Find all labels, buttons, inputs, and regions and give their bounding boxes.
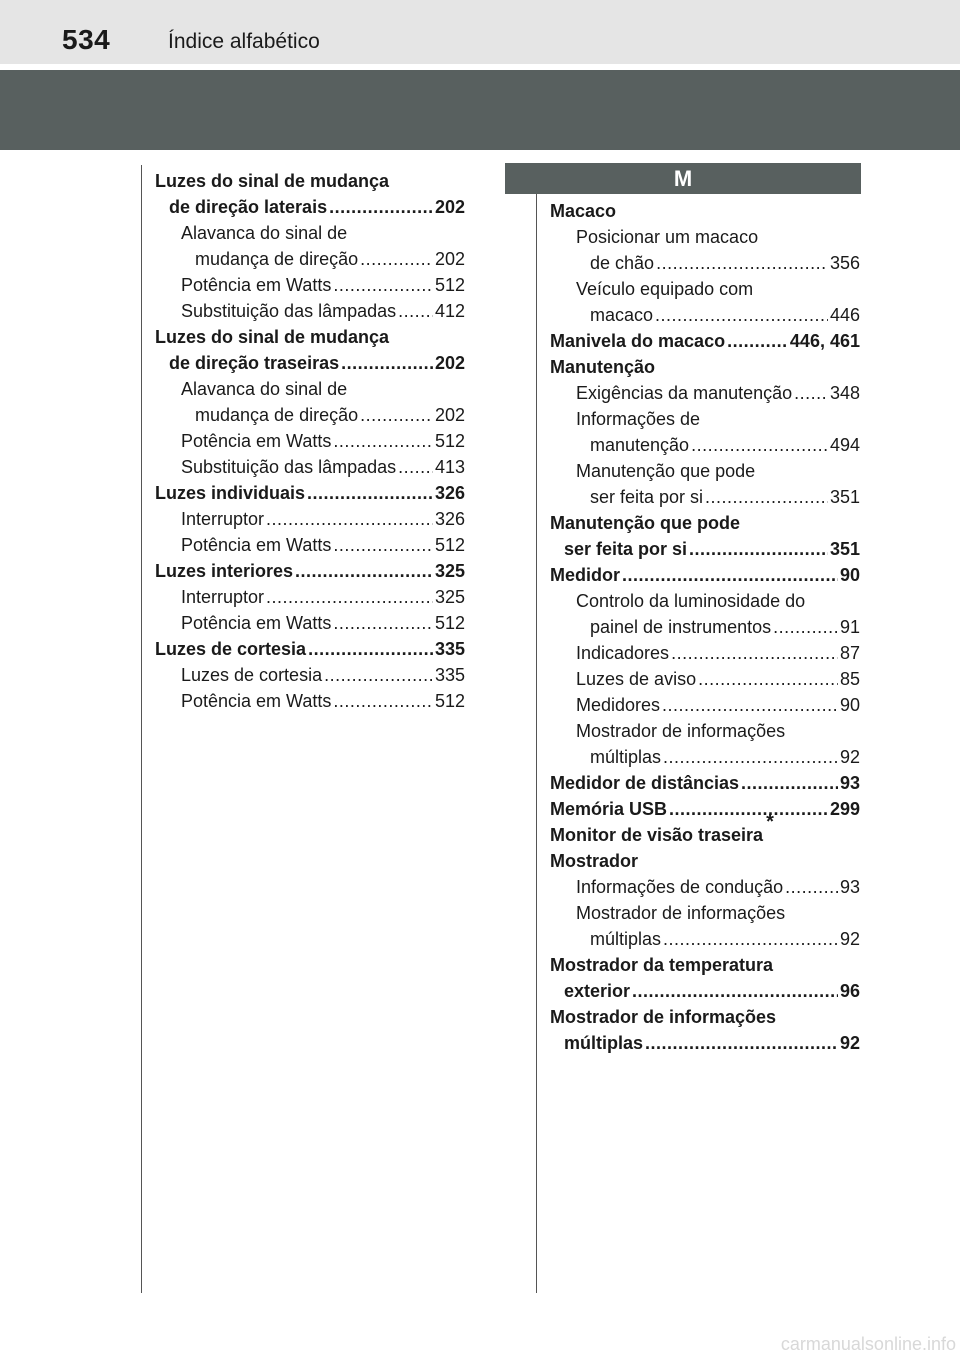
index-entry [550,354,860,380]
index-entry [155,298,465,324]
index-entry [550,588,860,614]
index-entry [550,302,860,328]
dot-leader [785,874,838,900]
entry-text: exterior [564,981,631,1001]
column-divider-left [141,165,142,1293]
entry-text: Luzes do sinal de mudança [155,327,390,347]
entry-text: Potência em Watts [181,535,332,555]
dot-leader [671,640,838,666]
entry-text: Luzes interiores [155,561,294,581]
index-entry [550,874,860,900]
index-entry [550,811,860,848]
entry-page: 412 [434,301,465,321]
index-entry [550,458,860,484]
entry-text: múltiplas [564,1033,644,1053]
index-entry [550,224,860,250]
entry-text: Memória USB [550,799,668,819]
index-entry [550,614,860,640]
entry-text: Potência em Watts [181,691,332,711]
index-entry [155,454,465,480]
dot-leader [307,480,433,506]
watermark: carmanualsonline.info [780,1334,956,1354]
index-entry [550,718,860,744]
index-entry [155,636,465,662]
index-entry [550,1030,860,1056]
entry-text: Monitor de visão traseira [550,825,764,845]
entry-page: 351 [829,539,860,559]
entry-text: mudança de direção [195,249,359,269]
entry-text: Indicadores [576,643,670,663]
entry-text: Mostrador de informações [550,1007,777,1027]
dot-leader [741,770,838,796]
index-entry [155,610,465,636]
entry-page: 92 [839,929,860,949]
entry-page: 351 [829,487,860,507]
dot-leader [655,302,828,328]
entry-page: 446, 461 [789,331,860,351]
entry-text: Luzes de cortesia [181,665,323,685]
entry-page: 202 [434,405,465,425]
entry-text: de chão [590,253,655,273]
index-entry [155,584,465,610]
index-entry [550,380,860,406]
entry-page: 96 [839,981,860,1001]
entry-page: 512 [434,535,465,555]
index-entry [550,250,860,276]
entry-page: 326 [434,483,465,503]
entry-page: 512 [434,691,465,711]
entry-page: 92 [839,1033,860,1053]
index-entry [550,510,860,536]
index-entry [155,428,465,454]
index-entry [155,558,465,584]
entry-text: Exigências da manutenção [576,383,793,403]
entry-text: Mostrador da temperatura [550,955,774,975]
entry-page: 87 [839,643,860,663]
dot-leader [360,402,433,428]
index-entry [155,376,465,402]
index-entry [550,796,860,822]
index-entry [155,688,465,714]
entry-page: 90 [839,565,860,585]
index-entry [550,406,860,432]
entry-text: Potência em Watts [181,275,332,295]
entry-text: Manutenção [550,357,656,377]
dot-leader [266,506,433,532]
footnote-star: * [766,811,774,833]
entry-text: manutenção [590,435,690,455]
entry-page: 90 [839,695,860,715]
dot-leader [360,246,433,272]
entry-page: 93 [839,773,860,793]
entry-page: 446 [829,305,860,325]
index-entry [155,272,465,298]
index-entry [550,198,860,224]
entry-text: Potência em Watts [181,431,332,451]
entry-text: Medidores [576,695,661,715]
index-entry [155,168,465,194]
index-entry [550,926,860,952]
entry-text: Manivela do macaco [550,331,726,351]
index-entry [550,328,860,354]
dot-leader [333,688,433,714]
entry-text: Substituição das lâmpadas [181,457,397,477]
entry-text: múltiplas [590,747,662,767]
index-entry [155,350,465,376]
entry-text: Medidor de distâncias [550,773,740,793]
index-entry [155,246,465,272]
section-letter: M [673,165,693,191]
index-entry [550,952,860,978]
dot-leader [669,796,828,822]
dot-leader [398,298,433,324]
entry-text: Potência em Watts [181,613,332,633]
index-entry [550,640,860,666]
index-entry [550,536,860,562]
entry-page: 326 [434,509,465,529]
entry-text: Luzes de aviso [576,669,697,689]
entry-text: Luzes do sinal de mudança [155,171,390,191]
dot-leader [622,562,838,588]
dot-leader [341,350,433,376]
index-entry [550,692,860,718]
dot-leader [663,926,838,952]
entry-page: 299 [829,799,860,819]
section-letter-bar [505,163,861,194]
entry-page: 93 [839,877,860,897]
index-entry [550,432,860,458]
entry-text: Macaco [550,201,617,221]
entry-text: Informações de condução [576,877,784,897]
dot-leader [295,558,433,584]
entry-page: 335 [434,639,465,659]
entry-page: 512 [434,275,465,295]
index-entry [550,770,860,796]
entry-text: macaco [590,305,654,325]
dot-leader [794,380,828,406]
entry-text: Informações de [576,409,701,429]
entry-text: Manutenção que pode [550,513,741,533]
entry-text: de direção laterais [169,197,328,217]
entry-text: Interruptor [181,587,265,607]
index-entry [550,276,860,302]
index-entry [550,744,860,770]
index-entry [155,220,465,246]
column-divider-right [536,165,537,1293]
dot-leader [333,272,433,298]
entry-page: 91 [839,617,860,637]
index-column-left [155,168,465,714]
index-entry [550,978,860,1004]
dot-leader [329,194,433,220]
index-entry [550,562,860,588]
header-band [0,70,960,150]
index-entry [550,900,860,926]
entry-page: 512 [434,613,465,633]
entry-text: Posicionar um macaco [576,227,759,247]
index-entry [155,662,465,688]
index-entry [155,324,465,350]
entry-page: 335 [434,665,465,685]
entry-text: Medidor [550,565,620,585]
index-column-right [550,198,860,1056]
entry-page: 92 [839,747,860,767]
entry-page: 325 [434,561,465,581]
dot-leader [266,584,433,610]
entry-text: Mostrador de informações [576,721,786,741]
dot-leader [705,484,828,510]
dot-leader [398,454,433,480]
entry-page: 512 [434,431,465,451]
dot-leader [333,532,433,558]
entry-text: Mostrador [550,851,639,871]
entry-text: Controlo da luminosidade do [576,591,806,611]
dot-leader [773,614,838,640]
entry-page: 348 [829,383,860,403]
entry-text: múltiplas [590,929,662,949]
entry-text: Luzes de cortesia [155,639,307,659]
entry-text: Substituição das lâmpadas [181,301,397,321]
entry-page: 413 [434,457,465,477]
entry-text: Alavanca do sinal de [181,223,348,243]
dot-leader [727,328,788,354]
dot-leader [333,428,433,454]
entry-text: ser feita por si [564,539,688,559]
index-entry [155,532,465,558]
dot-leader [645,1030,838,1056]
index-entry [155,480,465,506]
entry-page: 325 [434,587,465,607]
index-entry [550,1004,860,1030]
index-entry [550,484,860,510]
page-header [0,0,960,64]
entry-page: 85 [839,669,860,689]
entry-text: Veículo equipado com [576,279,754,299]
dot-leader [656,250,828,276]
dot-leader [691,432,828,458]
entry-text: Alavanca do sinal de [181,379,348,399]
dot-leader [308,636,433,662]
entry-text: Luzes individuais [155,483,306,503]
entry-page: 202 [434,353,465,373]
dot-leader [689,536,828,562]
entry-page: 202 [434,249,465,269]
dot-leader [632,978,838,1004]
dot-leader [698,666,838,692]
dot-leader [663,744,838,770]
index-entry [550,666,860,692]
page-number: 534 [62,24,111,55]
dot-leader [333,610,433,636]
entry-page: 202 [434,197,465,217]
entry-page: 494 [829,435,860,455]
index-entry [155,402,465,428]
entry-text: painel de instrumentos [590,617,772,637]
entry-text: ser feita por si [590,487,704,507]
index-entry [155,194,465,220]
entry-text: mudança de direção [195,405,359,425]
entry-text: Mostrador de informações [576,903,786,923]
index-entry [155,506,465,532]
page-title: Índice alfabético [168,30,320,53]
entry-text: de direção traseiras [169,353,340,373]
entry-text: Manutenção que pode [576,461,756,481]
index-entry [550,848,860,874]
entry-page: 356 [829,253,860,273]
entry-text: Interruptor [181,509,265,529]
dot-leader [662,692,838,718]
dot-leader [324,662,433,688]
